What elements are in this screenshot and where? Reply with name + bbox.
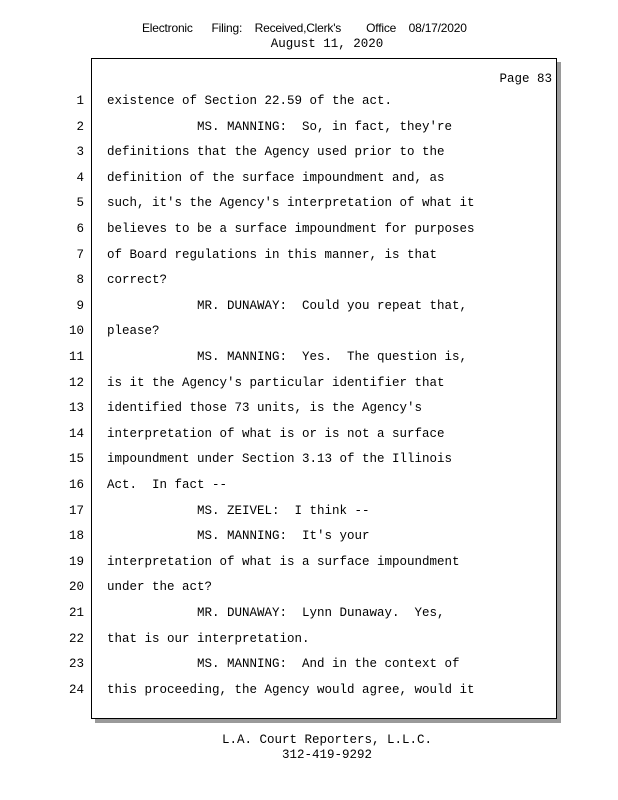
line-text: impoundment under Section 3.13 of the Illinois [107, 452, 453, 467]
line-number: 1 [76, 94, 84, 108]
line-text: identified those 73 units, is the Agency's [107, 401, 423, 416]
line-number: 12 [68, 375, 84, 390]
line-number: 10 [68, 324, 84, 339]
line-text: is it the Agency's particular identifier that [107, 375, 445, 390]
line-text: Act. In fact -- [107, 478, 228, 492]
line-number: 20 [68, 580, 84, 595]
line-text: under the act? [107, 580, 213, 595]
line-number: 7 [76, 247, 84, 262]
line-number: 4 [76, 170, 84, 185]
line-text: MR. DUNAWAY: Could you repeat that, [107, 298, 468, 313]
line-text: believes to be a surface impoundment for purposes [107, 222, 475, 236]
line-number: 3 [76, 145, 84, 160]
line-number: 8 [76, 273, 84, 288]
line-text: MS. MANNING: It's your [107, 529, 370, 544]
line-text: such, it's the Agency's interpretation of what it [107, 196, 475, 211]
line-number: 9 [76, 298, 84, 313]
line-number: 14 [68, 426, 84, 441]
line-number: 24 [68, 682, 84, 697]
line-text: MS. ZEIVEL: I think -- [107, 503, 370, 518]
line-number: 15 [68, 452, 84, 467]
line-number: 17 [68, 503, 84, 518]
line-number: 16 [68, 478, 84, 492]
line-text: interpretation of what is or is not a surface [107, 426, 445, 441]
line-number: 2 [76, 119, 84, 134]
footer-company: L.A. Court Reporters, L.L.C. [221, 733, 433, 747]
line-number: 22 [68, 631, 84, 646]
line-text: of Board regulations in this manner, is that [107, 247, 438, 262]
line-number: 21 [68, 606, 84, 620]
filing-stamp: Electronic Filing: Received,Clerk's Office 08/17/2020 [142, 21, 467, 35]
line-text: MS. MANNING: And in the context of [107, 657, 460, 672]
hearing-date: August 11, 2020 [270, 37, 384, 51]
line-text: existence of Section 22.59 of the act. [107, 94, 393, 108]
line-text: interpretation of what is a surface impoundment [107, 554, 460, 569]
page-number: Page 83 [499, 72, 552, 86]
line-number: 5 [76, 196, 84, 211]
line-text: definition of the surface impoundment and, as [107, 170, 445, 185]
line-text: this proceeding, the Agency would agree, would it [107, 682, 475, 697]
line-text: please? [107, 324, 160, 339]
line-number: 11 [68, 350, 84, 364]
footer-phone: 312-419-9292 [281, 748, 372, 762]
line-number: 19 [68, 554, 84, 569]
line-number: 18 [68, 529, 84, 544]
line-text: correct? [107, 273, 168, 288]
line-text: MR. DUNAWAY: Lynn Dunaway. Yes, [107, 606, 445, 620]
line-text: MS. MANNING: Yes. The question is, [107, 350, 468, 364]
line-number: 23 [68, 657, 84, 672]
line-text: MS. MANNING: So, in fact, they're [107, 119, 453, 134]
line-text: that is our interpretation. [107, 631, 310, 646]
line-number: 6 [76, 222, 84, 236]
line-text: definitions that the Agency used prior to the [107, 145, 445, 160]
line-number: 13 [68, 401, 84, 416]
